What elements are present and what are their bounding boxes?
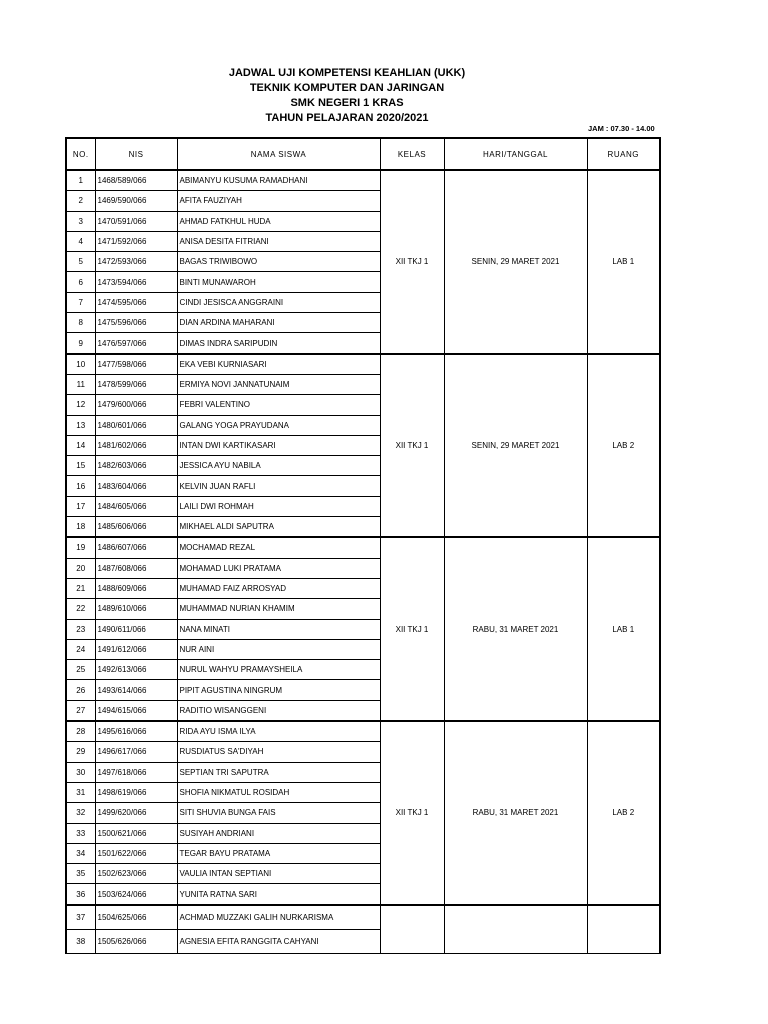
row-nama: RADITIO WISANGGENI <box>177 700 380 721</box>
row-no: 4 <box>66 231 95 251</box>
row-nama: SUSIYAH ANDRIANI <box>177 823 380 843</box>
row-no: 6 <box>66 272 95 292</box>
row-nama: NUR AINI <box>177 639 380 659</box>
title-line: SMK NEGERI 1 KRAS <box>290 97 404 109</box>
row-no: 3 <box>66 211 95 231</box>
row-nama: MOCHAMAD REZAL <box>177 537 380 558</box>
row-nama: CINDI JESISCA ANGGRAINI <box>177 292 380 312</box>
row-no: 32 <box>66 803 95 823</box>
row-no: 7 <box>66 292 95 312</box>
row-nama: AHMAD FATKHUL HUDA <box>177 211 380 231</box>
row-no: 11 <box>66 374 95 394</box>
row-nis: 1498/619/066 <box>95 782 177 802</box>
row-nis: 1490/611/066 <box>95 619 177 639</box>
row-no: 35 <box>66 864 95 884</box>
row-nama: AFITA FAUZIYAH <box>177 191 380 211</box>
row-no: 37 <box>66 905 95 930</box>
row-no: 29 <box>66 742 95 762</box>
row-nama: NURUL WAHYU PRAMAYSHEILA <box>177 660 380 680</box>
row-no: 19 <box>66 537 95 558</box>
row-no: 17 <box>66 496 95 516</box>
row-nama: SITI SHUVIA BUNGA FAIS <box>177 803 380 823</box>
header-nama: NAMA SISWA <box>177 138 380 170</box>
row-no: 20 <box>66 558 95 578</box>
row-nis: 1474/595/066 <box>95 292 177 312</box>
row-nama: SHOFIA NIKMATUL ROSIDAH <box>177 782 380 802</box>
header-no: NO. <box>66 138 95 170</box>
row-nis: 1471/592/066 <box>95 231 177 251</box>
group-hari-tanggal: RABU, 31 MARET 2021 <box>444 537 587 721</box>
row-nis: 1496/617/066 <box>95 742 177 762</box>
row-nama: ABIMANYU KUSUMA RAMADHANI <box>177 170 380 191</box>
row-nama: MOHAMAD LUKI PRATAMA <box>177 558 380 578</box>
row-nis: 1489/610/066 <box>95 599 177 619</box>
row-no: 18 <box>66 517 95 538</box>
group-ruang: LAB 1 <box>587 170 660 354</box>
row-no: 9 <box>66 333 95 354</box>
row-no: 28 <box>66 721 95 742</box>
row-nis: 1472/593/066 <box>95 252 177 272</box>
row-nis: 1505/626/066 <box>95 929 177 953</box>
group-hari-tanggal <box>444 905 587 954</box>
row-nis: 1495/616/066 <box>95 721 177 742</box>
group-hari-tanggal: SENIN, 29 MARET 2021 <box>444 354 587 538</box>
row-no: 14 <box>66 435 95 455</box>
exam-time: JAM : 07.30 - 14.00 <box>588 124 655 133</box>
row-nis: 1502/623/066 <box>95 864 177 884</box>
group-hari-tanggal: RABU, 31 MARET 2021 <box>444 721 587 905</box>
row-no: 31 <box>66 782 95 802</box>
row-nis: 1492/613/066 <box>95 660 177 680</box>
row-no: 30 <box>66 762 95 782</box>
row-nis: 1475/596/066 <box>95 313 177 333</box>
row-nis: 1491/612/066 <box>95 639 177 659</box>
row-no: 26 <box>66 680 95 700</box>
title-line: TEKNIK KOMPUTER DAN JARINGAN <box>249 82 445 94</box>
row-no: 25 <box>66 660 95 680</box>
row-no: 36 <box>66 884 95 905</box>
group-ruang <box>587 905 660 954</box>
row-nama: BAGAS TRIWIBOWO <box>177 252 380 272</box>
row-no: 23 <box>66 619 95 639</box>
row-no: 33 <box>66 823 95 843</box>
row-nis: 1483/604/066 <box>95 476 177 496</box>
row-nis: 1480/601/066 <box>95 415 177 435</box>
row-no: 5 <box>66 252 95 272</box>
row-no: 1 <box>66 170 95 191</box>
group-kelas: XII TKJ 1 <box>380 354 444 538</box>
row-nama: SEPTIAN TRI SAPUTRA <box>177 762 380 782</box>
row-nama: JESSICA AYU NABILA <box>177 456 380 476</box>
row-nis: 1479/600/066 <box>95 395 177 415</box>
table-row <box>66 354 660 375</box>
row-nis: 1485/606/066 <box>95 517 177 538</box>
row-nama: MUHAMMAD NURIAN KHAMIM <box>177 599 380 619</box>
row-nis: 1504/625/066 <box>95 905 177 930</box>
group-hari-tanggal: SENIN, 29 MARET 2021 <box>444 170 587 354</box>
row-nama: LAILI DWI ROHMAH <box>177 496 380 516</box>
table-header-row <box>66 138 660 170</box>
row-nama: FEBRI VALENTINO <box>177 395 380 415</box>
row-nama: YUNITA RATNA SARI <box>177 884 380 905</box>
title-line: JADWAL UJI KOMPETENSI KEAHLIAN (UKK) <box>228 67 466 79</box>
row-nis: 1494/615/066 <box>95 700 177 721</box>
row-nama: NANA MINATI <box>177 619 380 639</box>
row-nis: 1503/624/066 <box>95 884 177 905</box>
group-ruang: LAB 1 <box>587 537 660 721</box>
row-nis: 1476/597/066 <box>95 333 177 354</box>
header-kelas: KELAS <box>380 138 444 170</box>
row-nama: RUSDIATUS SA'DIYAH <box>177 742 380 762</box>
header-nis: NIS <box>95 138 177 170</box>
row-nama: TEGAR BAYU PRATAMA <box>177 843 380 863</box>
row-nama: RIDA AYU ISMA ILYA <box>177 721 380 742</box>
row-nama: DIMAS INDRA SARIPUDIN <box>177 333 380 354</box>
row-nis: 1487/608/066 <box>95 558 177 578</box>
row-nama: PIPIT AGUSTINA NINGRUM <box>177 680 380 700</box>
row-nis: 1470/591/066 <box>95 211 177 231</box>
row-nama: AGNESIA EFITA RANGGITA CAHYANI <box>177 929 380 953</box>
group-ruang: LAB 2 <box>587 354 660 538</box>
row-nama: GALANG YOGA PRAYUDANA <box>177 415 380 435</box>
row-nis: 1493/614/066 <box>95 680 177 700</box>
group-kelas: XII TKJ 1 <box>380 170 444 354</box>
row-nis: 1497/618/066 <box>95 762 177 782</box>
row-nama: EKA VEBI KURNIASARI <box>177 354 380 375</box>
row-nis: 1478/599/066 <box>95 374 177 394</box>
row-no: 38 <box>66 929 95 953</box>
table-row <box>66 721 660 742</box>
row-nis: 1477/598/066 <box>95 354 177 375</box>
row-nis: 1486/607/066 <box>95 537 177 558</box>
row-no: 2 <box>66 191 95 211</box>
row-nis: 1501/622/066 <box>95 843 177 863</box>
row-no: 34 <box>66 843 95 863</box>
row-nama: MIKHAEL ALDI SAPUTRA <box>177 517 380 538</box>
group-ruang: LAB 2 <box>587 721 660 905</box>
table-row <box>66 170 660 191</box>
row-nis: 1473/594/066 <box>95 272 177 292</box>
row-nama: VAULIA INTAN SEPTIANI <box>177 864 380 884</box>
row-no: 16 <box>66 476 95 496</box>
document-title <box>0 66 694 126</box>
row-no: 22 <box>66 599 95 619</box>
row-nama: ANISA DESITA FITRIANI <box>177 231 380 251</box>
row-nis: 1482/603/066 <box>95 456 177 476</box>
row-nis: 1481/602/066 <box>95 435 177 455</box>
row-nis: 1500/621/066 <box>95 823 177 843</box>
row-no: 10 <box>66 354 95 375</box>
table-row <box>66 905 660 930</box>
row-no: 15 <box>66 456 95 476</box>
row-nama: INTAN DWI KARTIKASARI <box>177 435 380 455</box>
table-row <box>66 537 660 558</box>
row-nis: 1488/609/066 <box>95 578 177 598</box>
row-nama: KELVIN JUAN RAFLI <box>177 476 380 496</box>
row-no: 27 <box>66 700 95 721</box>
row-no: 8 <box>66 313 95 333</box>
header-ruang: RUANG <box>587 138 660 170</box>
row-nama: ACHMAD MUZZAKI GALIH NURKARISMA <box>177 905 380 930</box>
row-nama: ERMIYA NOVI JANNATUNAIM <box>177 374 380 394</box>
header-hari-tanggal: HARI/TANGGAL <box>444 138 587 170</box>
group-kelas: XII TKJ 1 <box>380 721 444 905</box>
row-no: 12 <box>66 395 95 415</box>
row-nis: 1499/620/066 <box>95 803 177 823</box>
group-kelas: XII TKJ 1 <box>380 537 444 721</box>
row-no: 24 <box>66 639 95 659</box>
row-nis: 1469/590/066 <box>95 191 177 211</box>
row-nama: MUHAMAD FAIZ ARROSYAD <box>177 578 380 598</box>
row-no: 21 <box>66 578 95 598</box>
table-body <box>66 170 660 953</box>
row-no: 13 <box>66 415 95 435</box>
row-nis: 1484/605/066 <box>95 496 177 516</box>
group-kelas <box>380 905 444 954</box>
row-nama: BINTI MUNAWAROH <box>177 272 380 292</box>
schedule-table <box>65 137 661 954</box>
title-line: TAHUN PELAJARAN 2020/2021 <box>265 112 429 124</box>
row-nis: 1468/589/066 <box>95 170 177 191</box>
row-nama: DIAN ARDINA MAHARANI <box>177 313 380 333</box>
